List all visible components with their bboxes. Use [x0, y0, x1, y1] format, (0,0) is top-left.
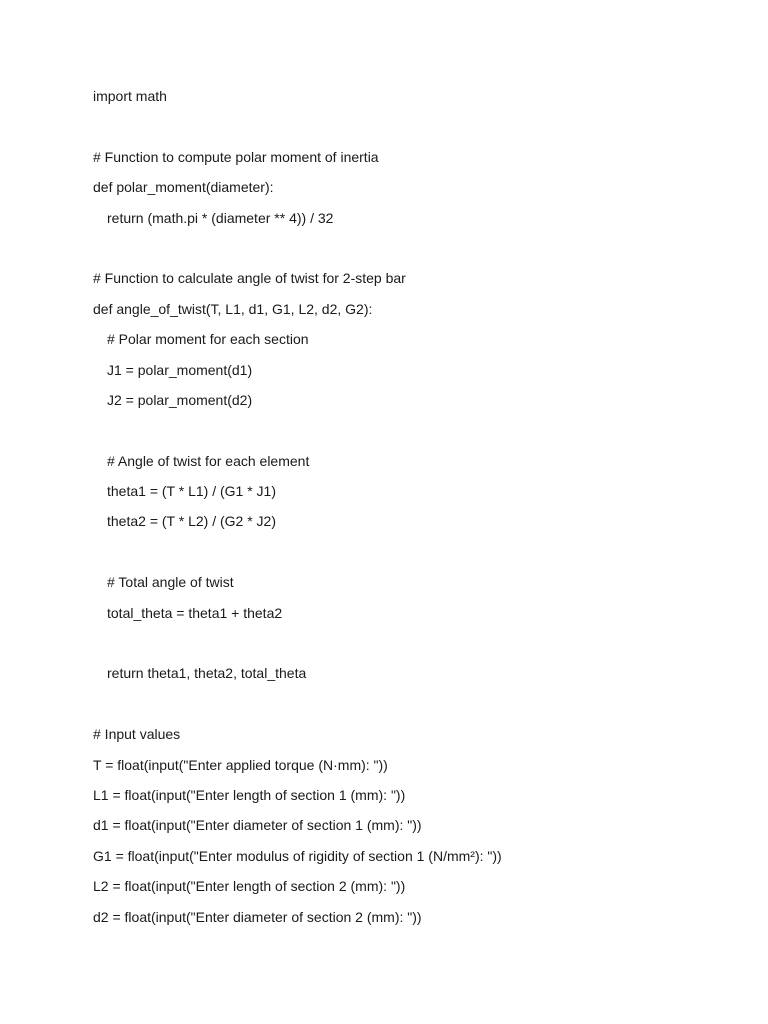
code-line-j1: J1 = polar_moment(d1)	[107, 361, 253, 378]
comment-line: # Input values	[93, 726, 181, 743]
code-line-input-g1: G1 = float(input("Enter modulus of rigidity of section 1 (N/mm²): "))	[93, 847, 502, 864]
code-line-input-d1: d1 = float(input("Enter diameter of section 1 (mm): "))	[93, 817, 422, 834]
blank-line	[93, 692, 733, 722]
comment-line: # Function to compute polar moment of inertia	[93, 148, 379, 165]
comment-line: # Function to calculate angle of twist for 2-step bar	[93, 270, 406, 287]
code-line-input-t: T = float(input("Enter applied torque (N·mm): "))	[93, 756, 388, 773]
code-line-input-l2: L2 = float(input("Enter length of section 2 (mm): "))	[93, 878, 406, 895]
code-line-return-polar: return (math.pi * (diameter ** 4)) / 32	[107, 209, 334, 226]
blank-line	[93, 631, 733, 661]
code-line-input-l1: L1 = float(input("Enter length of section 1 (mm): "))	[93, 786, 406, 803]
code-line-input-d2: d2 = float(input("Enter diameter of section 2 (mm): "))	[93, 908, 422, 925]
comment-line: # Angle of twist for each element	[107, 452, 310, 469]
comment-line: # Total angle of twist	[107, 574, 234, 591]
code-line-theta2: theta2 = (T * L2) / (G2 * J2)	[107, 513, 276, 530]
blank-line	[93, 114, 733, 144]
code-line-import: import math	[93, 88, 167, 104]
code-line-def-angle-of-twist: def angle_of_twist(T, L1, d1, G1, L2, d2, G2):	[93, 300, 373, 317]
code-line-theta1: theta1 = (T * L1) / (G1 * J1)	[107, 483, 276, 500]
code-line-j2: J2 = polar_moment(d2)	[107, 391, 253, 408]
code-line-return-angles: return theta1, theta2, total_theta	[107, 665, 307, 682]
code-listing	[93, 84, 733, 935]
blank-line	[93, 540, 733, 570]
code-line-total-theta: total_theta = theta1 + theta2	[107, 604, 283, 621]
code-line-def-polar-moment: def polar_moment(diameter):	[93, 179, 274, 196]
comment-line: # Polar moment for each section	[107, 331, 309, 348]
blank-line	[93, 418, 733, 448]
blank-line	[93, 236, 733, 266]
